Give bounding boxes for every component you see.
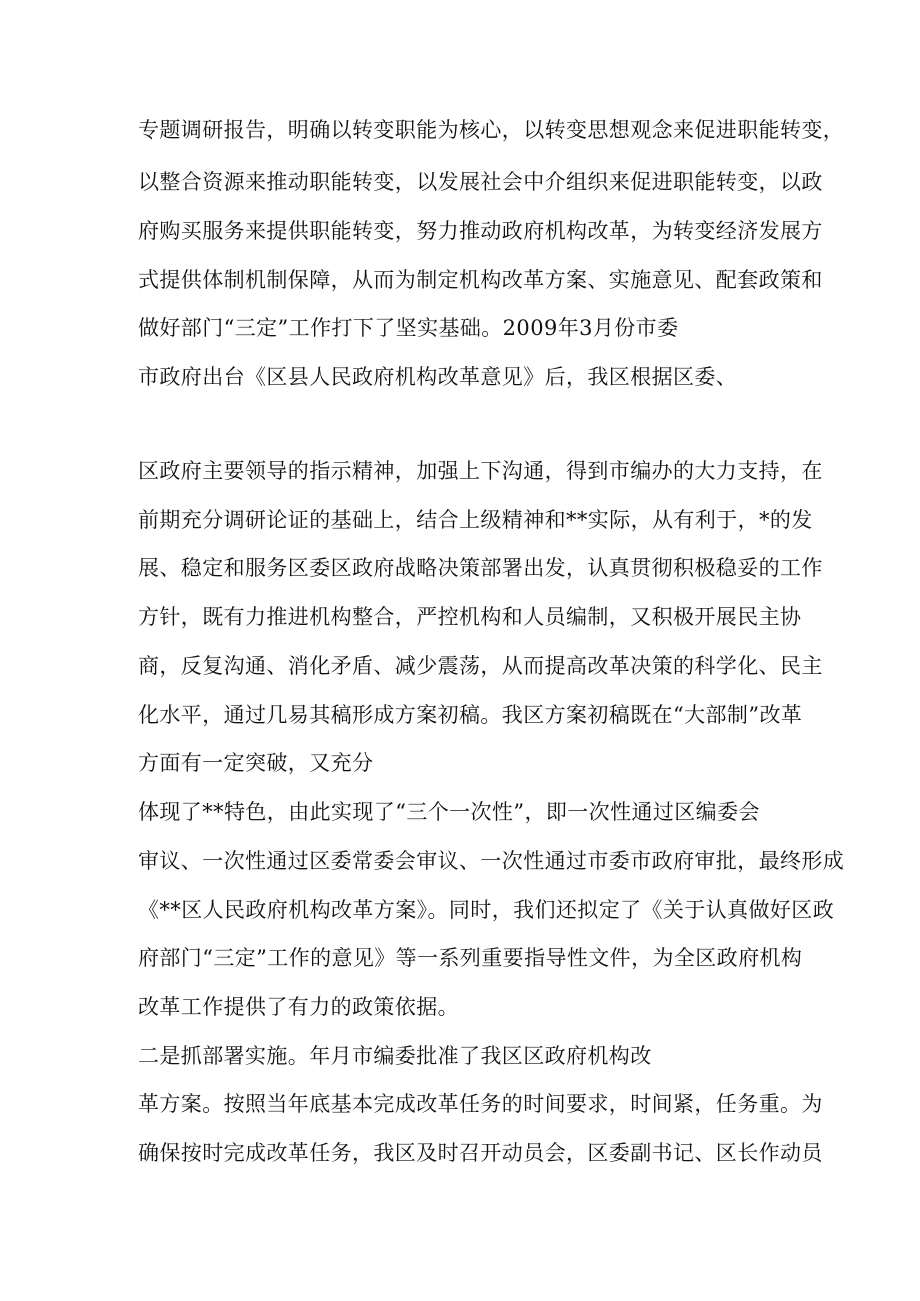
text-line: 二是抓部署实施。年月市编委批准了我区区政府机构改 <box>138 1044 652 1068</box>
text-line: 以整合资源来推动职能转变，以发展社会中介组织来促进职能转变，以政 <box>138 170 823 194</box>
text-line: 体现了**特色，由此实现了“三个一次性”，即一次性通过区编委会 <box>138 800 760 824</box>
text-line: 革方案。按照当年底基本完成改革任务的时间要求，时间紧，任务重。为 <box>138 1092 823 1116</box>
text-line: 做好部门“三定”工作打下了坚实基础。2009年3月份市委 <box>138 316 679 340</box>
text-line: 方面有一定突破，又充分 <box>138 751 374 775</box>
text-line: 区政府主要领导的指示精神，加强上下沟通，得到市编办的大力支持，在 <box>138 459 823 483</box>
text-line: 展、稳定和服务区委区政府战略决策部署出发，认真贯彻积极稳妥的工作 <box>138 556 823 580</box>
text-line: 化水平，通过几易其稿形成方案初稿。我区方案初稿既在“大部制”改革 <box>138 703 803 727</box>
text-line: 方针，既有力推进机构整合，严控机构和人员编制，又积极开展民主协 <box>138 605 802 629</box>
text-line: 《**区人民政府机构改革方案》。同时，我们还拟定了《关于认真做好区政 <box>138 898 835 922</box>
text-line: 市政府出台《区县人民政府机构改革意见》后，我区根据区委、 <box>138 365 738 389</box>
text-line: 式提供体制机制保障，从而为制定机构改革方案、实施意见、配套政策和 <box>138 268 823 292</box>
text-line: 府购买服务来提供职能转变，努力推动政府机构改革，为转变经济发展方 <box>138 219 823 243</box>
text-line: 府部门“三定”工作的意见》等一系列重要指导性文件，为全区政府机构 <box>138 946 803 970</box>
text-line: 审议、一次性通过区委常委会审议、一次性通过市委市政府审批，最终形成 <box>138 849 845 873</box>
text-line: 改革工作提供了有力的政策依据。 <box>138 995 459 1019</box>
text-line: 确保按时完成改革任务，我区及时召开动员会，区委副书记、区长作动员 <box>138 1141 823 1165</box>
text-line: 专题调研报告，明确以转变职能为核心，以转变思想观念来促进职能转变， <box>138 118 845 142</box>
text-line: 商，反复沟通、消化矛盾、减少震荡，从而提高改革决策的科学化、民主 <box>138 654 823 678</box>
text-line: 前期充分调研论证的基础上，结合上级精神和**实际，从有利于，*的发 <box>138 508 813 532</box>
